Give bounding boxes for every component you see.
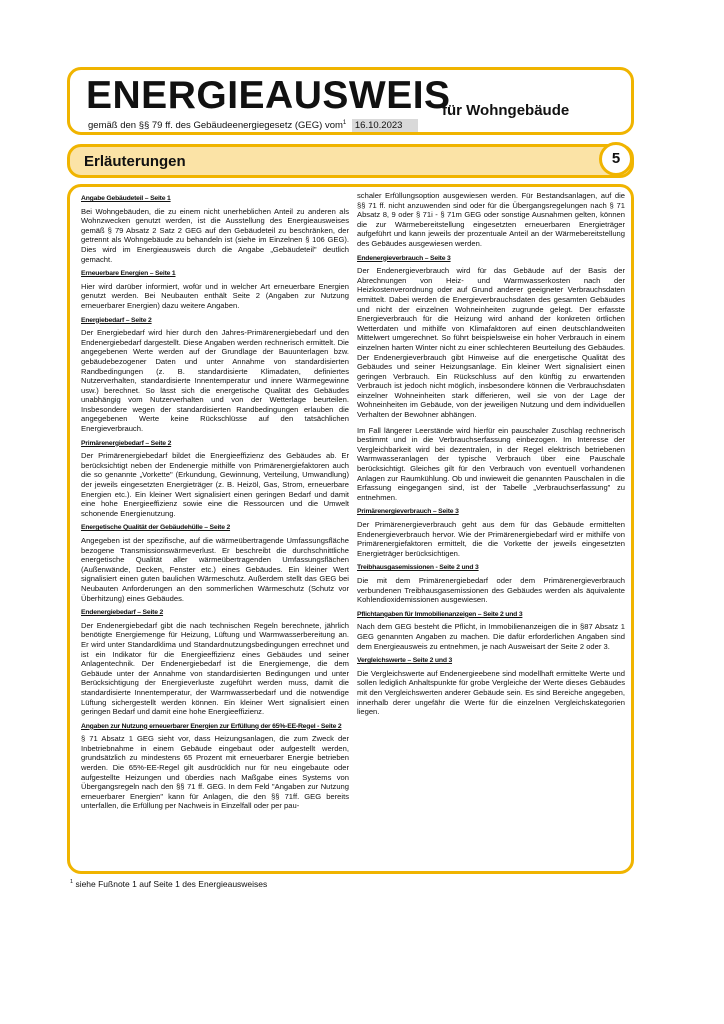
section-body: Der Primärenergiebedarf bildet die Energieeffizienz des Gebäudes ab. Er berücksichtigt neben der Endenergie mithilfe von Primärenergiefaktoren auch die so genannte „Vorkette" (Erkundung, Gewinnung, Verteilung, Umwandlung) der jeweils eingesetzten Energieträger (z. B. Heizöl, Gas, Strom, erneuerbare Energien etc.). Ein kleiner Wert signalisiert einen geringen Bedarf und damit eine hohe Energieeffizienz sowie eine die Ressourcen und die Umwelt schonende Energienutzung.: [81, 451, 349, 518]
left-column: [81, 191, 349, 817]
issue-date-field: 16.10.2023: [352, 119, 419, 132]
section-body: Die Vergleichswerte auf Endenergieebene sind modellhaft ermittelte Werte und sollen lediglich Anhaltspunkte für grobe Vergleiche der Werte dieses Gebäudes mit den Vergleichswerten anderer Gebäude sein. Es sind Bereiche angegeben, innerhalb derer ungefähr die Werte für die einzelnen Vergleichskategorien liegen.: [357, 668, 625, 717]
header-box: [67, 67, 634, 135]
section-body: schaler Erfüllungsoption ausgewiesen werden. Für Bestandsanlagen, auf die §§ 71 ff. nicht anzuwenden sind oder für die Übergangsregelungen nach § 71 Absatz 8, 9 oder § 71i - § 71m GEG oder sonstige Ausnahmen gelten, können die zur Wärmebereitstellung eingesetzten erneuerbaren Energieträger aufgeführt und kann jeweils der prozentuale Anteil an der Wärmebereitstellung des Gebäudes ausgewiesen werden.: [357, 191, 625, 248]
section-heading: Pflichtangaben für Immobilienanzeigen – Seite 2 und 3: [357, 610, 523, 618]
section-heading: Primärenergiebedarf – Seite 2: [81, 439, 172, 447]
right-column: [357, 191, 625, 723]
section-heading: Energetische Qualität der Gebäudehülle – Seite 2: [81, 524, 231, 532]
law-text: gemäß den §§ 79 ff. des Gebäudeenergiegesetz (GEG) vom: [88, 120, 343, 131]
section-body: Angegeben ist der spezifische, auf die wärmeübertragende Umfassungsfläche bezogene Transmissionswärmeverlust. Er beschreibt die durchschnittliche energetische Qualität aller wärmeübertragenden Umfassungsflächen (Außenwände, Decken, Fenster etc.) eines Gebäudes. Ein kleiner Wert signalisiert einen guten baulichen Wärmeschutz. Außerdem stellt das GEG bei Neubauten Anforderungen an den sommerlichen Wärmeschutz (Schutz vor Überhitzung) eines Gebäudes.: [81, 536, 349, 603]
page-number-badge: 5: [599, 142, 633, 176]
section-heading: Erneuerbare Energien – Seite 1: [81, 270, 176, 278]
footnote: [70, 879, 267, 889]
section-heading: Endenergieverbrauch – Seite 3: [357, 254, 451, 262]
section-body: Der Endenergiebedarf gibt die nach technischen Regeln berechnete, jährlich benötigte Energiemenge für Heizung, Lüftung und Warmwasserbereitung an. Er wird unter Standardklima und Standardnutzungsbedingungen errechnet und ist ein Indikator für die Energieeffizienz eines Gebäudes und seiner Anlagentechnik. Der Endenergiebedarf ist die Energiemenge, die dem Gebäude unter der Annahme von standardisierten Bedingungen und unter Berücksichtigung der Energieverluste zugeführt werden muss, damit die standardisierte Innentemperatur, der Warmwasserbedarf und die notwendige Lüftung sichergestellt werden können. Ein kleiner Wert signalisiert einen geringen Bedarf und damit eine hohe Energieeffizienz.: [81, 620, 349, 717]
footnote-mark: 1: [70, 879, 74, 886]
section-body: Bei Wohngebäuden, die zu einem nicht unerheblichen Anteil zu anderen als Wohnzwecken genutzt werden, ist die Ausstellung des Energieausweises gemäß § 79 Absatz 2 Satz 2 GEG auf den Gebäudeteil zu beschränken, der getrennt als Wohngebäude zu behandeln ist (siehe im Einzelnen § 106 GEG). Dies wird im Energieausweis durch die Angabe „Gebäudeteil" deutlich gemacht.: [81, 206, 349, 264]
section-body: Die mit dem Primärenergiebedarf oder dem Primärenergieverbrauch verbundenen Treibhausgasemissionen des Gebäudes werden als äquivalente Kohlendioxidemissionen ausgewiesen.: [357, 575, 625, 605]
section-title: Erläuterungen: [84, 153, 186, 170]
content-box: [67, 184, 634, 874]
section-body: Im Fall längerer Leerstände wird hierfür ein pauschaler Zuschlag rechnerisch bestimmt und in die Verbrauchserfassung einbezogen. Im Interesse der Vergleichbarkeit wird bei dezentralen, in der Regel elektrisch betriebenen Warmwasseranlagen der typische Verbrauch über eine Pauschale berücksichtigt. Gleiches gilt für den Verbrauch von eventuell vorhandenen Anlagen zur Raumkühlung. Ob und inwieweit die genannten Pauschalen in die Erfassung eingegangen sind, ist der Tabelle „Verbrauchserfassung" zu entnehmen.: [357, 425, 625, 502]
section-body: § 71 Absatz 1 GEG sieht vor, dass Heizungsanlagen, die zum Zweck der Inbetriebnahme in einem Gebäude eingebaut oder aufgestellt werden, grundsätzlich zu mindestens 65 Prozent mit erneuerbarer Energie betrieben werden. Die 65%-EE-Regel gilt ausdrücklich nur für neu eingebaute oder aufgestellte Heizungen und überdies nach Maßgabe eines Systems von Übergangsregeln nach den §§ 71 ff. GEG. In dem Feld "Angaben zur Nutzung erneuerbarer Energien" kann für Anlagen, die den §§ 71ff. GEG bereits unterfallen, die Erfüllung per Nachweis in Einzelfall oder per pau-: [81, 734, 349, 811]
section-body: Nach dem GEG besteht die Pflicht, in Immobilienanzeigen die in §87 Absatz 1 GEG genannten Angaben zu machen. Die dafür erforderlichen Angaben sind dem Energieausweis zu entnehmen, je nach Ausweisart der Seite 2 oder 3.: [357, 622, 625, 651]
section-body: Der Endenergieverbrauch wird für das Gebäude auf der Basis der Abrechnungen von Heiz- und Warmwasserkosten nach der Heizkostenverordnung oder auf Grund anderer geeigneter Verbrauchsdaten ermittelt. Dabei werden die Energieverbrauchsdaten des gesamten Gebäudes und nicht der einzelnen Wohneinheiten zugrunde gelegt. Der erfasste Energieverbrauch für die Heizung wird anhand der konkreten örtlichen Wetterdaten und mithilfe von Klimafaktoren auf einen deutschlandweiten Mittelwert umgerechnet. So führt beispielsweise ein hoher Verbrauch in einem einzelnen harten Winter nicht zu einer schlechteren Beurteilung des Gebäudes. Der Endenergieverbrauch gibt Hinweise auf die energetische Qualität des Gebäudes und seiner Heizungsanlage. Ein kleiner Wert signalisiert einen geringen Verbrauch. Ein Rückschluss auf den künftig zu erwartenden Verbrauch ist jedoch nicht möglich, insbesondere können die Verbrauchsdaten einzelner Wohneinheiten stark differieren, weil sie von der Lage der Wohneinheiten im Gebäude, von der jeweiligen Nutzung und dem individuellen Verhalten der Bewohner abhängen.: [357, 266, 625, 420]
section-heading: Treibhausgasemissionen - Seite 2 und 3: [357, 564, 479, 572]
section-heading: Angabe Gebäudeteil – Seite 1: [81, 195, 171, 202]
section-body: Hier wird darüber informiert, wofür und in welcher Art erneuerbare Energien genutzt werden. Bei Neubauten enthält Seite 2 (Angaben zur Nutzung erneuerbarer Energien) dazu weitere Angaben.: [81, 281, 349, 310]
law-reference: [88, 119, 418, 132]
section-heading: Energiebedarf – Seite 2: [81, 316, 152, 324]
section-body: Der Primärenergieverbrauch geht aus dem für das Gebäude ermittelten Endenergieverbrauch hervor. Wie der Primärenergiebedarf wird er mithilfe von Primärenergiefaktoren ermittelt, die die Vorkette der jeweils eingesetzten Energieträger berücksichtigen.: [357, 520, 625, 558]
section-title-bar: [67, 144, 634, 178]
footnote-text: siehe Fußnote 1 auf Seite 1 des Energieausweises: [75, 879, 268, 889]
section-heading: Vergleichswerte – Seite 2 und 3: [357, 657, 453, 665]
document-title: ENERGIEAUSWEIS: [86, 74, 451, 117]
document-subtitle: für Wohngebäude: [442, 102, 570, 119]
law-footnote-mark: 1: [342, 119, 347, 126]
section-heading: Endenergiebedarf – Seite 2: [81, 609, 164, 617]
section-heading: Primärenergieverbrauch – Seite 3: [357, 508, 459, 516]
section-body: Der Energiebedarf wird hier durch den Jahres-Primärenergiebedarf und den Endenergiebedarf dargestellt. Diese Angaben werden rechnerisch ermittelt. Die angegebenen Werte werden auf der Grundlage der Bauunterlagen bzw. gebäudebezogener Daten und unter Annahme von standardisierten Randbedingungen (z. B. standardisierte Klimadaten, definiertes Nutzerverhalten, standardisierte Innentemperatur und innere Wärmegewinne usw.) berechnet. So lässt sich die energetische Qualität des Gebäudes unabhängig vom Nutzerverhalten und von der Wetterlage beurteilen. Insbesondere wegen der standardisierten Randbedingungen erlauben die angegebenen Werte keine Rückschlüsse auf den tatsächlichen Energieverbrauch.: [81, 328, 349, 434]
section-heading: Angaben zur Nutzung erneuerbarer Energien zur Erfüllung der 65%-EE-Regel - Seite 2: [81, 722, 342, 730]
